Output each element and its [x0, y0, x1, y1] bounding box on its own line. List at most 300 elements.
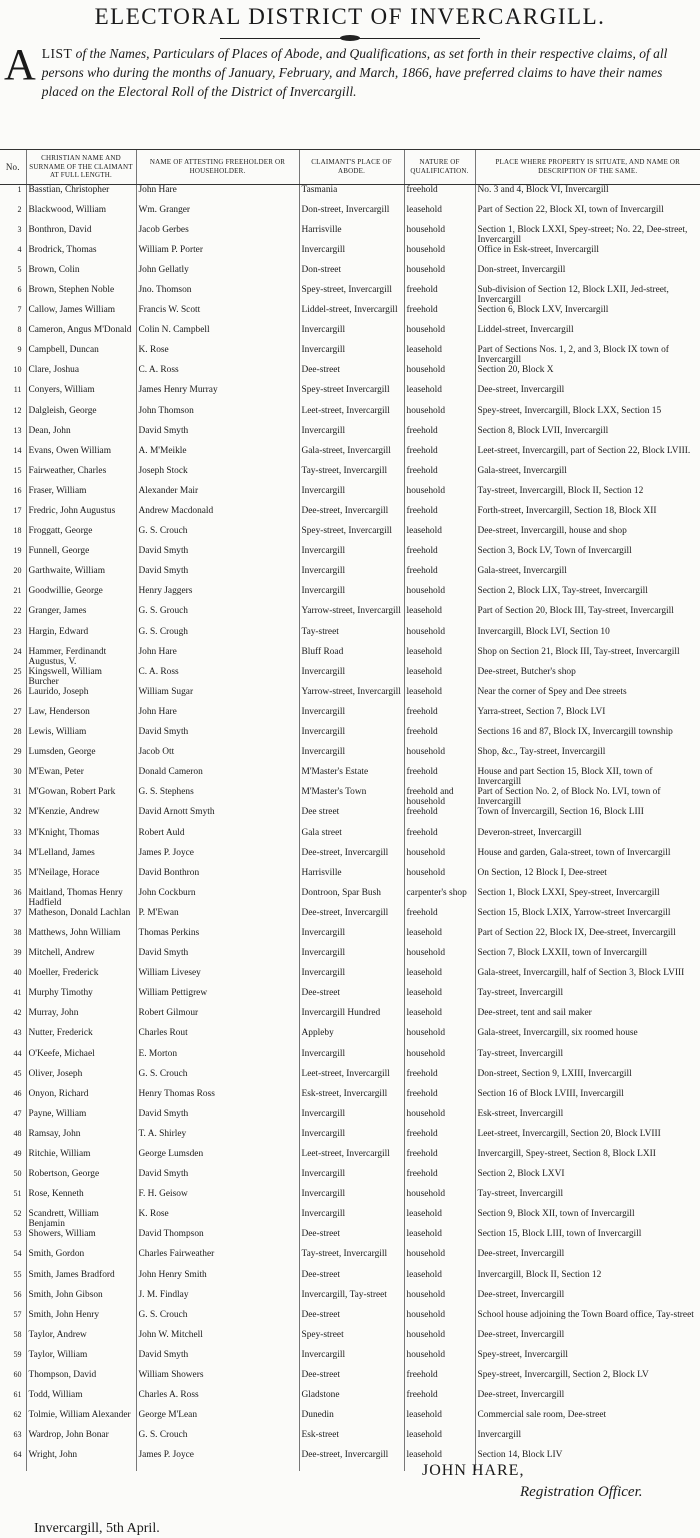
- row-number-cell: 37: [13, 907, 22, 917]
- property-cell: Tay-street, Invercargill: [475, 1189, 700, 1209]
- abode-cell: Invercargill: [299, 245, 404, 265]
- claimant-name-cell: Mitchell, Andrew: [26, 948, 136, 968]
- row-number-cell: 62: [13, 1410, 22, 1420]
- qualification-cell: household: [404, 1290, 475, 1310]
- claimant-name-cell: Taylor, William: [26, 1350, 136, 1370]
- property-cell: Section 3, Bock LV, Town of Invercargill: [475, 546, 700, 566]
- qualification-cell: freehold: [404, 1129, 475, 1149]
- abode-cell: Tay-street, Invercargill: [299, 466, 404, 486]
- claimant-name-cell: Hammer, Ferdinandt Augustus, V.: [26, 647, 136, 667]
- property-cell: Commercial sale room, Dee-street: [475, 1410, 700, 1430]
- header-property: PLACE WHERE PROPERTY IS SITUATE, AND NAME OR DESCRIPTION OF THE SAME.: [475, 150, 700, 185]
- claimant-name-cell: Smith, John Gibson: [26, 1290, 136, 1310]
- abode-cell: Liddel-street, Invercargill: [299, 305, 404, 325]
- claimant-name-cell: Goodwillie, George: [26, 586, 136, 606]
- table-row: [0, 426, 700, 446]
- table-row: [0, 1189, 700, 1209]
- qualification-cell: household: [404, 1249, 475, 1269]
- claimant-name-cell: Moeller, Frederick: [26, 968, 136, 988]
- attesting-name-cell: William Livesey: [136, 968, 299, 988]
- qualification-cell: freehold: [404, 1089, 475, 1109]
- qualification-cell: household: [404, 948, 475, 968]
- property-cell: Spey-street, Invercargill, Section 2, Block LV: [475, 1370, 700, 1390]
- abode-cell: Invercargill: [299, 345, 404, 365]
- claimant-name-cell: Froggatt, George: [26, 526, 136, 546]
- abode-cell: Dee-street: [299, 365, 404, 385]
- abode-cell: Don-street: [299, 265, 404, 285]
- property-cell: Section 15, Block LIII, town of Invercargill: [475, 1229, 700, 1249]
- abode-cell: Spey-street, Invercargill: [299, 526, 404, 546]
- claimant-name-cell: Laurido, Joseph: [26, 687, 136, 707]
- signature-role: Registration Officer.: [520, 1484, 643, 1500]
- claimant-name-cell: Nutter, Frederick: [26, 1028, 136, 1048]
- attesting-name-cell: G. S. Crouch: [136, 1069, 299, 1089]
- table-row: [0, 687, 700, 707]
- property-cell: Sections 16 and 87, Block IX, Invercargill township: [475, 727, 700, 747]
- attesting-name-cell: K. Rose: [136, 1209, 299, 1229]
- table-row: [0, 1270, 700, 1290]
- attesting-name-cell: James P. Joyce: [136, 1450, 299, 1470]
- abode-cell: Dee-street: [299, 1370, 404, 1390]
- abode-cell: Invercargill: [299, 727, 404, 747]
- abode-cell: Esk-street: [299, 1430, 404, 1450]
- table-row: [0, 466, 700, 486]
- row-number-cell: 7: [17, 305, 22, 315]
- claimant-name-cell: Smith, Gordon: [26, 1249, 136, 1269]
- row-number-cell: 32: [13, 807, 22, 817]
- qualification-cell: carpenter's shop: [404, 888, 475, 908]
- row-number-cell: 53: [13, 1229, 22, 1239]
- abode-cell: Esk-street, Invercargill: [299, 1089, 404, 1109]
- abode-cell: Dontroon, Spar Bush: [299, 888, 404, 908]
- table-row: [0, 245, 700, 265]
- table-row: [0, 968, 700, 988]
- row-number-cell: 26: [13, 686, 22, 696]
- attesting-name-cell: Robert Auld: [136, 828, 299, 848]
- property-cell: Don-street, Invercargill: [475, 265, 700, 285]
- table-row: [0, 606, 700, 626]
- claimant-name-cell: Callow, James William: [26, 305, 136, 325]
- abode-cell: Invercargill: [299, 968, 404, 988]
- claimant-name-cell: M'Knight, Thomas: [26, 828, 136, 848]
- qualification-cell: freehold: [404, 305, 475, 325]
- abode-cell: M'Master's Estate: [299, 767, 404, 787]
- property-cell: Section 1, Block LXXI, Spey-street, Invercargill: [475, 888, 700, 908]
- attesting-name-cell: David Bonthron: [136, 868, 299, 888]
- claimant-name-cell: Taylor, Andrew: [26, 1330, 136, 1350]
- row-number-cell: 3: [17, 224, 22, 234]
- drop-cap: A: [4, 40, 36, 89]
- attesting-name-cell: P. M'Ewan: [136, 908, 299, 928]
- abode-cell: Yarrow-street, Invercargill: [299, 606, 404, 626]
- claimant-name-cell: Dalgleish, George: [26, 406, 136, 426]
- property-cell: Section 7, Block LXXII, town of Invercargill: [475, 948, 700, 968]
- attesting-name-cell: David Smyth: [136, 1169, 299, 1189]
- qualification-cell: freehold: [404, 1390, 475, 1410]
- claimant-name-cell: Todd, William: [26, 1390, 136, 1410]
- property-cell: Yarra-street, Section 7, Block LVI: [475, 707, 700, 727]
- claimant-name-cell: Lewis, William: [26, 727, 136, 747]
- claimant-name-cell: Oliver, Joseph: [26, 1069, 136, 1089]
- abode-cell: Gala street: [299, 828, 404, 848]
- table-row: [0, 225, 700, 245]
- qualification-cell: household: [404, 486, 475, 506]
- property-cell: Section 9, Block XII, town of Invercargill: [475, 1209, 700, 1229]
- table-row: [0, 1149, 700, 1169]
- abode-cell: Invercargill: [299, 928, 404, 948]
- header-name: CHRISTIAN NAME AND SURNAME OF THE CLAIMANT AT FULL LENGTH.: [26, 150, 136, 185]
- table-row: [0, 1229, 700, 1249]
- property-cell: On Section, 12 Block I, Dee-street: [475, 868, 700, 888]
- abode-cell: Invercargill: [299, 707, 404, 727]
- attesting-name-cell: George M'Lean: [136, 1410, 299, 1430]
- property-cell: House and part Section 15, Block XII, town of Invercargill: [475, 767, 700, 787]
- claimant-name-cell: Blackwood, William: [26, 205, 136, 225]
- qualification-cell: household: [404, 1109, 475, 1129]
- qualification-cell: household: [404, 365, 475, 385]
- claimant-name-cell: Ritchie, William: [26, 1149, 136, 1169]
- row-number-cell: 13: [13, 425, 22, 435]
- property-cell: Dee-street, Invercargill, house and shop: [475, 526, 700, 546]
- table-row: [0, 506, 700, 526]
- attesting-name-cell: David Thompson: [136, 1229, 299, 1249]
- row-number-cell: 30: [13, 767, 22, 777]
- abode-cell: Invercargill: [299, 667, 404, 687]
- attesting-name-cell: E. Morton: [136, 1049, 299, 1069]
- abode-cell: Invercargill: [299, 1169, 404, 1189]
- abode-cell: Invercargill: [299, 546, 404, 566]
- attesting-name-cell: John Hare: [136, 184, 299, 205]
- qualification-cell: freehold: [404, 446, 475, 466]
- abode-cell: Tay-street, Invercargill: [299, 1249, 404, 1269]
- table-row: [0, 305, 700, 325]
- table-row: [0, 1008, 700, 1028]
- row-number-cell: 64: [13, 1450, 22, 1460]
- claimant-name-cell: Brown, Stephen Noble: [26, 285, 136, 305]
- claimant-name-cell: Payne, William: [26, 1109, 136, 1129]
- row-number-cell: 22: [13, 606, 22, 616]
- property-cell: Deveron-street, Invercargill: [475, 828, 700, 848]
- claimant-name-cell: Conyers, William: [26, 385, 136, 405]
- row-number-cell: 6: [17, 284, 22, 294]
- property-cell: Invercargill: [475, 1430, 700, 1450]
- property-cell: Leet-street, Invercargill, Section 20, Block LVIII: [475, 1129, 700, 1149]
- property-cell: Invercargill, Spey-street, Section 8, Block LXII: [475, 1149, 700, 1169]
- attesting-name-cell: C. A. Ross: [136, 365, 299, 385]
- abode-cell: Invercargill: [299, 586, 404, 606]
- table-row: [0, 908, 700, 928]
- attesting-name-cell: Donald Cameron: [136, 767, 299, 787]
- qualification-cell: freehold: [404, 828, 475, 848]
- qualification-cell: leasehold: [404, 647, 475, 667]
- property-cell: Leet-street, Invercargill, part of Section 22, Block LVIII.: [475, 446, 700, 466]
- qualification-cell: leasehold: [404, 988, 475, 1008]
- abode-cell: Spey-street: [299, 1330, 404, 1350]
- claimant-name-cell: Murphy Timothy: [26, 988, 136, 1008]
- attesting-name-cell: John Gellatly: [136, 265, 299, 285]
- attesting-name-cell: G. S. Crough: [136, 627, 299, 647]
- attesting-name-cell: John Henry Smith: [136, 1270, 299, 1290]
- property-cell: Shop on Section 21, Block III, Tay-street, Invercargill: [475, 647, 700, 667]
- claimant-name-cell: Ramsay, John: [26, 1129, 136, 1149]
- abode-cell: Harrisville: [299, 868, 404, 888]
- claimant-name-cell: Maitland, Thomas Henry Hadfield: [26, 888, 136, 908]
- qualification-cell: freehold: [404, 566, 475, 586]
- table-row: [0, 1069, 700, 1089]
- attesting-name-cell: George Lumsden: [136, 1149, 299, 1169]
- abode-cell: Bluff Road: [299, 647, 404, 667]
- row-number-cell: 21: [13, 586, 22, 596]
- abode-cell: Dee-street: [299, 1310, 404, 1330]
- property-cell: Tay-street, Invercargill, Block II, Section 12: [475, 486, 700, 506]
- property-cell: Dee-street, Invercargill: [475, 1330, 700, 1350]
- abode-cell: Dee street: [299, 807, 404, 827]
- qualification-cell: leasehold: [404, 385, 475, 405]
- table-row: [0, 486, 700, 506]
- attesting-name-cell: Henry Thomas Ross: [136, 1089, 299, 1109]
- qualification-cell: leasehold: [404, 1450, 475, 1470]
- row-number-cell: 2: [17, 204, 22, 214]
- claimant-name-cell: Thompson, David: [26, 1370, 136, 1390]
- property-cell: Section 14, Block LIV: [475, 1450, 700, 1470]
- attesting-name-cell: William P. Porter: [136, 245, 299, 265]
- qualification-cell: leasehold: [404, 1008, 475, 1028]
- property-cell: Liddel-street, Invercargill: [475, 325, 700, 345]
- attesting-name-cell: David Smyth: [136, 1350, 299, 1370]
- abode-cell: Invercargill: [299, 1189, 404, 1209]
- qualification-cell: leasehold: [404, 606, 475, 626]
- attesting-name-cell: John Hare: [136, 707, 299, 727]
- claimant-name-cell: Matheson, Donald Lachlan: [26, 908, 136, 928]
- attesting-name-cell: Wm. Granger: [136, 205, 299, 225]
- table-row: [0, 205, 700, 225]
- page-title: ELECTORAL DISTRICT OF INVERCARGILL.: [94, 4, 606, 29]
- abode-cell: Invercargill: [299, 1109, 404, 1129]
- claimant-name-cell: Brodrick, Thomas: [26, 245, 136, 265]
- row-number-cell: 63: [13, 1430, 22, 1440]
- claimant-name-cell: Fraser, William: [26, 486, 136, 506]
- row-number-cell: 61: [13, 1390, 22, 1400]
- claimant-name-cell: Smith, John Henry: [26, 1310, 136, 1330]
- row-number-cell: 51: [13, 1189, 22, 1199]
- row-number-cell: 43: [13, 1028, 22, 1038]
- table-row: [0, 807, 700, 827]
- qualification-cell: freehold: [404, 807, 475, 827]
- row-number-cell: 40: [13, 968, 22, 978]
- abode-cell: Invercargill: [299, 486, 404, 506]
- qualification-cell: leasehold: [404, 928, 475, 948]
- property-cell: No. 3 and 4, Block VI, Invercargill: [475, 184, 700, 205]
- attesting-name-cell: David Smyth: [136, 727, 299, 747]
- qualification-cell: leasehold: [404, 1270, 475, 1290]
- dateline: Invercargill, 5th April.: [34, 1521, 160, 1536]
- table-row: [0, 888, 700, 908]
- table-row: [0, 325, 700, 345]
- qualification-cell: household: [404, 1049, 475, 1069]
- claimant-name-cell: Matthews, John William: [26, 928, 136, 948]
- table-row: [0, 1109, 700, 1129]
- row-number-cell: 15: [13, 465, 22, 475]
- table-row: [0, 928, 700, 948]
- abode-cell: Dee-street, Invercargill: [299, 848, 404, 868]
- claimant-name-cell: Evans, Owen William: [26, 446, 136, 466]
- property-cell: Gala-street, Invercargill: [475, 466, 700, 486]
- property-cell: Section 15, Block LXIX, Yarrow-street Invercargill: [475, 908, 700, 928]
- abode-cell: Invercargill Hundred: [299, 1008, 404, 1028]
- attesting-name-cell: Jacob Gerbes: [136, 225, 299, 245]
- attesting-name-cell: John Thomson: [136, 406, 299, 426]
- property-cell: Dee-street, Invercargill: [475, 1290, 700, 1310]
- attesting-name-cell: A. M'Meikle: [136, 446, 299, 466]
- abode-cell: Leet-street, Invercargill: [299, 406, 404, 426]
- table-row: [0, 345, 700, 365]
- table-row: [0, 1049, 700, 1069]
- row-number-cell: 52: [13, 1209, 22, 1219]
- table-row: [0, 566, 700, 586]
- row-number-cell: 55: [13, 1269, 22, 1279]
- abode-cell: Invercargill: [299, 1049, 404, 1069]
- row-number-cell: 12: [13, 405, 22, 415]
- table-row: [0, 1310, 700, 1330]
- table-row: [0, 627, 700, 647]
- attesting-name-cell: J. M. Findlay: [136, 1290, 299, 1310]
- row-number-cell: 16: [13, 485, 22, 495]
- row-number-cell: 4: [17, 244, 22, 254]
- row-number-cell: 31: [13, 787, 22, 797]
- row-number-cell: 11: [13, 385, 22, 395]
- qualification-cell: freehold: [404, 285, 475, 305]
- table-row: [0, 406, 700, 426]
- attesting-name-cell: Francis W. Scott: [136, 305, 299, 325]
- table-row: [0, 1370, 700, 1390]
- property-cell: Town of Invercargill, Section 16, Block LIII: [475, 807, 700, 827]
- qualification-cell: household: [404, 406, 475, 426]
- property-cell: Gala-street, Invercargill, six roomed house: [475, 1028, 700, 1048]
- table-header-row: [0, 150, 700, 185]
- table-row: [0, 1450, 700, 1470]
- qualification-cell: household: [404, 586, 475, 606]
- table-row: [0, 868, 700, 888]
- abode-cell: Invercargill: [299, 325, 404, 345]
- table-row: [0, 1249, 700, 1269]
- claimant-name-cell: Law, Henderson: [26, 707, 136, 727]
- header-abode: CLAIMANT'S PLACE OF ABODE.: [299, 150, 404, 185]
- qualification-cell: household: [404, 1189, 475, 1209]
- qualification-cell: freehold: [404, 506, 475, 526]
- property-cell: Section 20, Block X: [475, 365, 700, 385]
- abode-cell: Spey-street, Invercargill: [299, 285, 404, 305]
- row-number-cell: 28: [13, 727, 22, 737]
- property-cell: Part of Sections Nos. 1, 2, and 3, Block IX town of Invercargill: [475, 345, 700, 365]
- claimant-name-cell: M'Lelland, James: [26, 848, 136, 868]
- table-row: [0, 546, 700, 566]
- qualification-cell: household: [404, 1330, 475, 1350]
- property-cell: Dee-street, Invercargill: [475, 1249, 700, 1269]
- attesting-name-cell: John Cockburn: [136, 888, 299, 908]
- row-number-cell: 54: [13, 1249, 22, 1259]
- row-number-cell: 42: [13, 1008, 22, 1018]
- property-cell: Forth-street, Invercargill, Section 18, Block XII: [475, 506, 700, 526]
- table-row: [0, 446, 700, 466]
- row-number-cell: 27: [13, 706, 22, 716]
- table-row: [0, 707, 700, 727]
- claimant-name-cell: M'Gowan, Robert Park: [26, 787, 136, 807]
- attesting-name-cell: James Henry Murray: [136, 385, 299, 405]
- row-number-cell: 44: [13, 1048, 22, 1058]
- claimant-name-cell: M'Kenzie, Andrew: [26, 807, 136, 827]
- attesting-name-cell: C. A. Ross: [136, 667, 299, 687]
- property-cell: Don-street, Section 9, LXIII, Invercargill: [475, 1069, 700, 1089]
- property-cell: Part of Section No. 2, of Block No. LVI, town of Invercargill: [475, 787, 700, 807]
- qualification-cell: freehold: [404, 707, 475, 727]
- table-row: [0, 787, 700, 807]
- attesting-name-cell: James P. Joyce: [136, 848, 299, 868]
- qualification-cell: household: [404, 225, 475, 245]
- claimant-name-cell: Smith, James Bradford: [26, 1270, 136, 1290]
- abode-cell: Appleby: [299, 1028, 404, 1048]
- qualification-cell: freehold: [404, 727, 475, 747]
- claims-table: [0, 149, 700, 1471]
- row-number-cell: 1: [17, 184, 22, 194]
- qualification-cell: freehold: [404, 1370, 475, 1390]
- abode-cell: Don-street, Invercargill: [299, 205, 404, 225]
- qualification-cell: household: [404, 848, 475, 868]
- claimant-name-cell: Scandrett, William Benjamin: [26, 1209, 136, 1229]
- abode-cell: Yarrow-street, Invercargill: [299, 687, 404, 707]
- abode-cell: Leet-street, Invercargill: [299, 1069, 404, 1089]
- row-number-cell: 14: [13, 445, 22, 455]
- attesting-name-cell: F. H. Geisow: [136, 1189, 299, 1209]
- claimant-name-cell: Kingswell, William Burcher: [26, 667, 136, 687]
- table-row: [0, 848, 700, 868]
- qualification-cell: household: [404, 245, 475, 265]
- table-row: [0, 1350, 700, 1370]
- abode-cell: Harrisville: [299, 225, 404, 245]
- table-row: [0, 747, 700, 767]
- attesting-name-cell: David Smyth: [136, 426, 299, 446]
- attesting-name-cell: John W. Mitchell: [136, 1330, 299, 1350]
- abode-cell: Invercargill: [299, 1209, 404, 1229]
- abode-cell: Dee-street, Invercargill: [299, 1450, 404, 1470]
- table-row: [0, 988, 700, 1008]
- intro-lead: LIST: [41, 46, 73, 61]
- claimant-name-cell: Wardrop, John Bonar: [26, 1430, 136, 1450]
- attesting-name-cell: Robert Gilmour: [136, 1008, 299, 1028]
- table-row: [0, 1290, 700, 1310]
- claimant-name-cell: Funnell, George: [26, 546, 136, 566]
- row-number-cell: 19: [13, 546, 22, 556]
- claimant-name-cell: Bonthron, David: [26, 225, 136, 245]
- property-cell: Tay-street, Invercargill: [475, 988, 700, 1008]
- qualification-cell: leasehold: [404, 1410, 475, 1430]
- attesting-name-cell: David Smyth: [136, 566, 299, 586]
- property-cell: Invercargill, Block II, Section 12: [475, 1270, 700, 1290]
- attesting-name-cell: Henry Jaggers: [136, 586, 299, 606]
- table-row: [0, 1028, 700, 1048]
- property-cell: Section 16 of Block LVIII, Invercargill: [475, 1089, 700, 1109]
- attesting-name-cell: Andrew Macdonald: [136, 506, 299, 526]
- table-row: [0, 526, 700, 546]
- claimant-name-cell: Campbell, Duncan: [26, 345, 136, 365]
- property-cell: Dee-street, Invercargill: [475, 385, 700, 405]
- abode-cell: Gala-street, Invercargill: [299, 446, 404, 466]
- abode-cell: Gladstone: [299, 1390, 404, 1410]
- claimant-name-cell: Basstian, Christopher: [26, 184, 136, 205]
- claimant-name-cell: Onyon, Richard: [26, 1089, 136, 1109]
- attesting-name-cell: T. A. Shirley: [136, 1129, 299, 1149]
- attesting-name-cell: Colin N. Campbell: [136, 325, 299, 345]
- property-cell: Dee-street, Butcher's shop: [475, 667, 700, 687]
